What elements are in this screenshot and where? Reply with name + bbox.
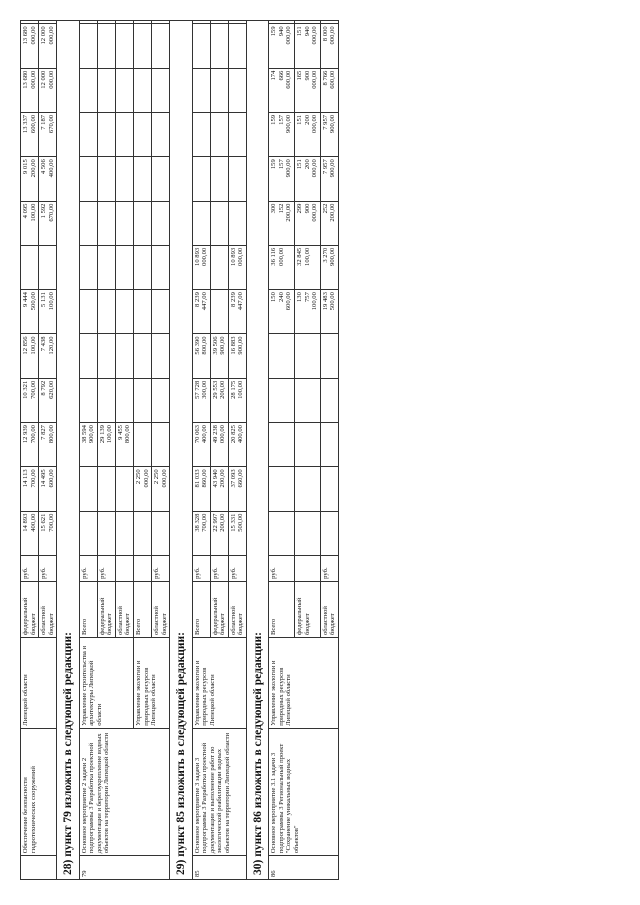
value-cell [97, 467, 115, 511]
value-cell [97, 68, 115, 112]
unit-cell: руб. [228, 555, 246, 581]
value-cell [152, 378, 170, 422]
value-cell: 7 827 800,00 [39, 423, 57, 467]
value-cell [115, 290, 133, 334]
event-name-cell: Основное мероприятие 3.1 задачи 3 подпрограммы 3 Региональный проект "Сохранение уникальных водных объектов" [269, 728, 339, 855]
table-cell [21, 21, 39, 24]
value-cell [210, 68, 228, 112]
value-cell: 13 680 000,00 [21, 68, 39, 112]
value-cell [97, 334, 115, 378]
value-cell [134, 112, 152, 156]
value-cell: 10 321 700,00 [21, 378, 39, 422]
executor-cell: Управление экологии и природных ресурсов Липецкой области [134, 638, 170, 729]
value-cell: 174 666 600,00 [269, 68, 295, 112]
value-cell [152, 112, 170, 156]
value-cell: 12 856 100,00 [21, 334, 39, 378]
table-cell [269, 21, 295, 24]
value-cell: 8 239 447,00 [192, 290, 210, 334]
value-cell [21, 245, 39, 289]
value-cell [39, 245, 57, 289]
value-cell: 14 495 600,00 [39, 467, 57, 511]
value-cell [115, 378, 133, 422]
value-cell: 299 900 000,00 [294, 201, 320, 245]
value-cell [79, 24, 97, 68]
value-cell: 43 940 200,00 [210, 467, 228, 511]
value-cell [79, 157, 97, 201]
unit-cell [115, 555, 133, 581]
value-cell [320, 423, 338, 467]
value-cell [134, 290, 152, 334]
value-cell [97, 112, 115, 156]
value-cell [294, 467, 320, 511]
value-cell [210, 157, 228, 201]
value-cell: 16 883 900,00 [228, 334, 246, 378]
value-cell: 38 594 900,00 [79, 423, 97, 467]
table-row-85 [192, 21, 210, 880]
value-cell [134, 157, 152, 201]
value-cell [152, 68, 170, 112]
value-cell [192, 201, 210, 245]
value-cell: 165 900 000,00 [294, 68, 320, 112]
value-cell: 10 893 000,00 [228, 245, 246, 289]
value-cell: 130 757 100,00 [294, 290, 320, 334]
value-cell [152, 157, 170, 201]
program-table [20, 20, 339, 880]
value-cell: 20 825 400,00 [228, 423, 246, 467]
value-cell: 8 792 620,00 [39, 378, 57, 422]
source-cell: федеральный бюджет [210, 581, 228, 637]
source-cell: федеральный бюджет [21, 581, 39, 637]
value-cell [97, 290, 115, 334]
value-cell: 159 157 900,00 [269, 112, 295, 156]
value-cell [79, 201, 97, 245]
source-cell: областной бюджет [39, 581, 57, 637]
value-cell: 38 328 700,00 [192, 511, 210, 555]
source-cell: областной бюджет [320, 581, 338, 637]
value-cell: 19 483 500,00 [320, 290, 338, 334]
section-heading: 28) пункт 79 изложить в следующей редакции: [57, 21, 79, 880]
value-cell: 4 506 400,00 [39, 157, 57, 201]
value-cell [115, 245, 133, 289]
value-cell: 39 506 900,00 [210, 334, 228, 378]
value-cell [228, 112, 246, 156]
value-cell [97, 511, 115, 555]
row-number-cell: 79 [79, 856, 170, 880]
value-cell: 29 553 200,00 [210, 378, 228, 422]
value-cell [79, 467, 97, 511]
row-number-cell: 86 [269, 856, 339, 880]
value-cell [115, 68, 133, 112]
value-cell [115, 201, 133, 245]
table-cell [228, 21, 246, 24]
value-cell [134, 511, 152, 555]
value-cell [228, 201, 246, 245]
value-cell: 32 845 100,00 [294, 245, 320, 289]
value-cell: 10 893 000,00 [192, 245, 210, 289]
value-cell: 12 939 700,00 [21, 423, 39, 467]
row-number-cell [21, 856, 57, 880]
value-cell [192, 112, 210, 156]
value-cell: 15 331 500,00 [228, 511, 246, 555]
value-cell [192, 24, 210, 68]
value-cell [294, 378, 320, 422]
value-cell: 7 957 900,00 [320, 157, 338, 201]
table-body [21, 21, 339, 880]
value-cell: 56 390 800,00 [192, 334, 210, 378]
value-cell [269, 378, 295, 422]
unit-cell: руб. [152, 555, 170, 581]
table-cell [97, 21, 115, 24]
unit-cell: руб. [269, 555, 295, 581]
value-cell: 2 250 000,00 [152, 467, 170, 511]
value-cell: 8 239 447,00 [228, 290, 246, 334]
value-cell [210, 245, 228, 289]
table-cell [39, 21, 57, 24]
table-cell [115, 21, 133, 24]
section-heading: 30) пункт 86 изложить в следующей редакции: [247, 21, 269, 880]
value-cell: 7 957 900,00 [320, 112, 338, 156]
value-cell [192, 68, 210, 112]
value-cell [115, 112, 133, 156]
unit-cell [134, 555, 152, 581]
value-cell [79, 245, 97, 289]
table-cell [152, 21, 170, 24]
value-cell [97, 157, 115, 201]
value-cell: 5 131 100,00 [39, 290, 57, 334]
value-cell [79, 511, 97, 555]
value-cell [79, 112, 97, 156]
value-cell: 252 200,00 [320, 201, 338, 245]
value-cell [152, 245, 170, 289]
value-cell [115, 334, 133, 378]
value-cell [115, 157, 133, 201]
value-cell [79, 334, 97, 378]
value-cell: 159 940 000,00 [269, 24, 295, 68]
section-30 [247, 21, 269, 880]
value-cell [152, 511, 170, 555]
value-cell: 2 250 000,00 [134, 467, 152, 511]
value-cell [134, 378, 152, 422]
value-cell [320, 334, 338, 378]
value-cell [152, 290, 170, 334]
value-cell [228, 157, 246, 201]
unit-cell: руб. [21, 555, 39, 581]
section-29 [170, 21, 192, 880]
unit-cell [294, 555, 320, 581]
executor-cell: Управление строительства и архитектуры Липецкой области [79, 638, 133, 729]
value-cell [320, 378, 338, 422]
value-cell [294, 511, 320, 555]
value-cell: 9 444 500,00 [21, 290, 39, 334]
unit-cell: руб. [97, 555, 115, 581]
value-cell [210, 112, 228, 156]
value-cell [79, 290, 97, 334]
source-cell: областной бюджет [152, 581, 170, 637]
value-cell: 8 000 000,00 [320, 24, 338, 68]
table-cell [320, 21, 338, 24]
table-cell [210, 21, 228, 24]
value-cell [210, 201, 228, 245]
source-cell: Всего [79, 581, 97, 637]
executor-cell: Управление экологии и природных ресурсов Липецкой области [269, 638, 339, 729]
value-cell: 3 270 900,00 [320, 245, 338, 289]
value-cell: 28 175 100,00 [228, 378, 246, 422]
value-cell: 9 455 800,00 [115, 423, 133, 467]
rotated-table-sheet [20, 20, 540, 880]
row-number-cell: 85 [192, 856, 246, 880]
value-cell [152, 334, 170, 378]
value-cell [134, 24, 152, 68]
value-cell: 9 015 200,00 [21, 157, 39, 201]
value-cell [228, 24, 246, 68]
value-cell [269, 423, 295, 467]
unit-cell: руб. [320, 555, 338, 581]
value-cell: 7 438 120,00 [39, 334, 57, 378]
value-cell: 8 766 600,00 [320, 68, 338, 112]
value-cell: 159 157 900,00 [269, 157, 295, 201]
value-cell [134, 334, 152, 378]
value-cell: 150 240 600,00 [269, 290, 295, 334]
value-cell: 14 113 700,00 [21, 467, 39, 511]
source-cell: федеральный бюджет [294, 581, 320, 637]
value-cell [97, 245, 115, 289]
value-cell [152, 201, 170, 245]
section-heading: 29) пункт 85 изложить в следующей редакции: [170, 21, 192, 880]
value-cell: 12 000 000,00 [39, 24, 57, 68]
value-cell [320, 511, 338, 555]
value-cell [210, 290, 228, 334]
event-name-cell: Основное мероприятие 3 задачи 3 подпрограммы 3 Разработка проектной документации и выполнение работ по экологической реабилитации водных объектов на территории Липецкой области [192, 728, 246, 855]
unit-cell: руб. [210, 555, 228, 581]
source-cell: областной бюджет [228, 581, 246, 637]
value-cell: 57 728 300,00 [192, 378, 210, 422]
value-cell: 151 940 000,00 [294, 24, 320, 68]
value-cell [134, 68, 152, 112]
value-cell [152, 423, 170, 467]
source-cell: Всего [192, 581, 210, 637]
value-cell [134, 245, 152, 289]
value-cell [320, 467, 338, 511]
executor-cell: Управление экологии и природных ресурсов Липецкой области [192, 638, 246, 729]
value-cell [97, 201, 115, 245]
value-cell: 300 152 200,00 [269, 201, 295, 245]
value-cell: 13 337 600,00 [21, 112, 39, 156]
event-name-cell: Основное мероприятие 2 задачи 2 подпрограммы 3 Разработка проектной документации и берегоукрепление водных объектов на территории Липецкой области [79, 728, 170, 855]
unit-cell: руб. [79, 555, 97, 581]
value-cell [134, 201, 152, 245]
value-cell [294, 334, 320, 378]
value-cell: 81 033 860,00 [192, 467, 210, 511]
section-28 [57, 21, 79, 880]
value-cell: 15 621 700,00 [39, 511, 57, 555]
value-cell: 29 139 100,00 [97, 423, 115, 467]
value-cell: 13 680 000,00 [21, 24, 39, 68]
unit-cell: руб. [192, 555, 210, 581]
table-row-79 [79, 21, 97, 880]
value-cell [134, 423, 152, 467]
value-cell [228, 68, 246, 112]
value-cell [97, 378, 115, 422]
value-cell: 7 187 670,00 [39, 112, 57, 156]
value-cell [115, 467, 133, 511]
value-cell [269, 334, 295, 378]
table-cell [134, 21, 152, 24]
value-cell: 4 095 100,00 [21, 201, 39, 245]
value-cell: 151 200 000,00 [294, 112, 320, 156]
value-cell [115, 511, 133, 555]
value-cell: 22 997 200,00 [210, 511, 228, 555]
value-cell [294, 423, 320, 467]
executor-cell: Липецкой области [21, 638, 57, 729]
value-cell: 36 116 000,00 [269, 245, 295, 289]
value-cell: 37 093 660,00 [228, 467, 246, 511]
source-cell: Всего [269, 581, 295, 637]
source-cell: Всего [134, 581, 152, 637]
value-cell: 12 000 000,00 [39, 68, 57, 112]
value-cell: 14 893 400,00 [21, 511, 39, 555]
table-cell [79, 21, 97, 24]
event-name-cell: Обеспечение безопасности гидротехнических сооружений [21, 728, 57, 855]
source-cell: федеральный бюджет [97, 581, 115, 637]
value-cell: 70 063 400,00 [192, 423, 210, 467]
value-cell [79, 378, 97, 422]
unit-cell: руб. [39, 555, 57, 581]
value-cell [269, 511, 295, 555]
table-cell [294, 21, 320, 24]
value-cell [210, 24, 228, 68]
table-cell [192, 21, 210, 24]
source-cell: областной бюджет [115, 581, 133, 637]
value-cell [79, 68, 97, 112]
value-cell [269, 467, 295, 511]
value-cell [97, 24, 115, 68]
table-row-86 [269, 21, 295, 880]
value-cell [115, 24, 133, 68]
value-cell [192, 157, 210, 201]
value-cell: 1 592 670,00 [39, 201, 57, 245]
value-cell [152, 24, 170, 68]
value-cell: 151 200 000,00 [294, 157, 320, 201]
value-cell: 49 238 000,00 [210, 423, 228, 467]
table-row-top-federal [21, 21, 39, 880]
